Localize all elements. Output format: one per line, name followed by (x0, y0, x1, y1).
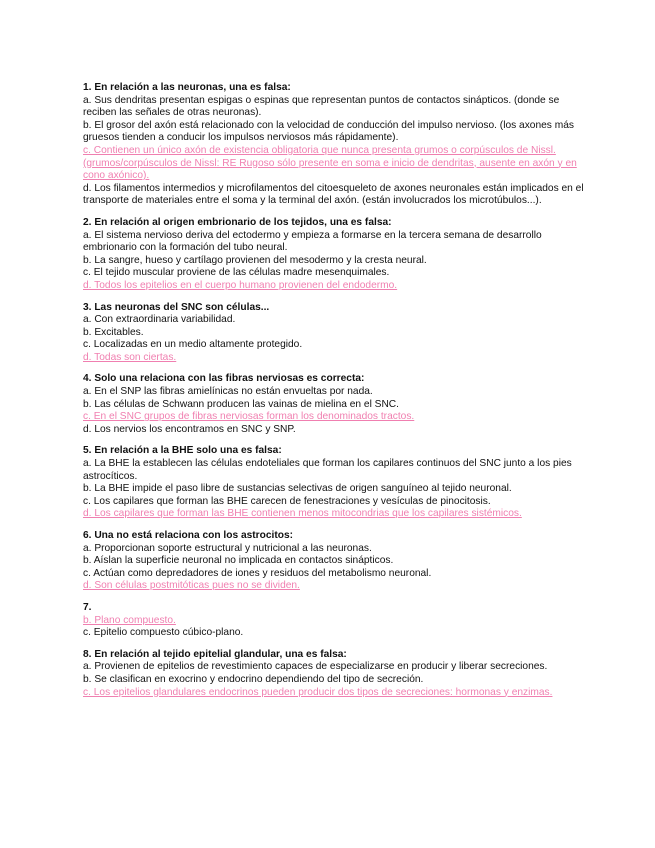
option-a: a. Proporcionan soporte estructural y nutricional a las neuronas. (83, 542, 372, 554)
option-b: b. Se clasifican en exocrino y endocrino dependiendo del tipo de secreción. (83, 673, 424, 685)
question-1 (83, 82, 595, 208)
option-a: a. Sus dendritas presentan espigas o espinas que representan puntos de contactos sinápticos. (donde se reciben las señales de otras neuronas). (83, 94, 560, 119)
option-b-highlighted: b. Plano compuesto. (83, 614, 176, 626)
question-5 (83, 445, 595, 521)
option-c-highlighted: c. Contienen un único axón de existencia obligatoria que nunca presenta grumos o corpúsculos de Nissl. (grumos/corpúsculos de Nissl: RE Rugoso sólo presente en soma e inicio de dendritas, ausente en axón y en cono axónico). (83, 144, 577, 182)
option-b: b. La sangre, hueso y cartílago provienen del mesodermo y la cresta neural. (83, 254, 427, 266)
question-title: 1. En relación a las neuronas, una es falsa: (83, 82, 291, 93)
question-6 (83, 530, 595, 593)
option-b: b. Las células de Schwann producen las vainas de mielina en el SNC. (83, 398, 399, 410)
option-b: b. Excitables. (83, 326, 144, 338)
question-title: 7. (83, 601, 92, 613)
option-a: a. La BHE la establecen las células endoteliales que forman los capilares continuos del SNC junto a los pies astrocíticos. (83, 458, 572, 482)
question-title: 6. Una no está relaciona con los astrocitos: (83, 530, 294, 541)
option-b: b. El grosor del axón está relacionado con la velocidad de conducción del impulso nervioso. (los axones más gruesos tienden a conducir los impulsos nerviosos más rápidamente). (83, 119, 574, 144)
question-2 (83, 217, 595, 293)
option-a: a. Provienen de epitelios de revestimiento capaces de especializarse en producir y liberar secreciones. (83, 661, 548, 673)
option-a: a. En el SNP las fibras amielínicas no están envueltas por nada. (83, 386, 373, 398)
option-a: a. El sistema nervioso deriva del ectodermo y empieza a formarse en la tercera semana de desarrollo embrionario con la formación del tubo neural. (83, 229, 542, 254)
option-d-highlighted: d. Son células postmitóticas pues no se dividen. (83, 580, 300, 592)
option-d: d. Los nervios los encontramos en SNC y SNP. (83, 423, 296, 435)
option-d-highlighted: d. Los capilares que forman las BHE contienen menos mitocondrias que los capilares sistémicos. (83, 508, 522, 520)
option-c: c. Actúan como depredadores de iones y residuos del metabolismo neuronal. (83, 567, 432, 579)
option-c-highlighted: c. Los epitelios glandulares endocrinos pueden producir dos tipos de secreciones: hormonas y enzimas. (83, 686, 553, 698)
option-d-highlighted: d. Todas son ciertas. (83, 351, 177, 363)
option-d: d. Los filamentos intermedios y microfilamentos del citoesqueleto de axones neuronales están implicados en el transporte de materiales entre el soma y la terminal del axón. (están involucrados los microtúbulos...). (83, 182, 584, 207)
question-8 (83, 649, 595, 699)
question-7 (83, 602, 595, 640)
option-c: c. El tejido muscular proviene de las células madre mesenquimales. (83, 267, 390, 279)
question-4 (83, 373, 595, 436)
question-title: 3. Las neuronas del SNC son células... (83, 301, 270, 313)
option-c: c. Epitelio compuesto cúbico-plano. (83, 627, 244, 639)
question-title: 2. En relación al origen embrionario de los tejidos, una es falsa: (83, 216, 392, 228)
option-c: c. Los capilares que forman las BHE carecen de fenestraciones y vesículas de pinocitosis. (83, 495, 491, 507)
option-d-highlighted: d. Todos los epitelios en el cuerpo humano provienen del endodermo. (83, 279, 398, 291)
option-a: a. Con extraordinaria variabilidad. (83, 314, 236, 326)
question-title: 5. En relación a la BHE solo una es falsa: (83, 445, 282, 457)
question-title: 4. Solo una relaciona con las fibras nerviosas es correcta: (83, 373, 365, 385)
question-3 (83, 302, 595, 365)
option-b: b. La BHE impide el paso libre de sustancias selectivas de origen sanguíneo al tejido neuronal. (83, 483, 512, 495)
option-b: b. Aíslan la superficie neuronal no implicada en contactos sinápticos. (83, 555, 394, 567)
option-c-highlighted: c. En el SNC grupos de fibras nerviosas forman los denominados tractos. (83, 411, 415, 423)
question-title: 8. En relación al tejido epitelial glandular, una es falsa: (83, 648, 347, 660)
option-c: c. Localizadas en un medio altamente protegido. (83, 339, 303, 351)
